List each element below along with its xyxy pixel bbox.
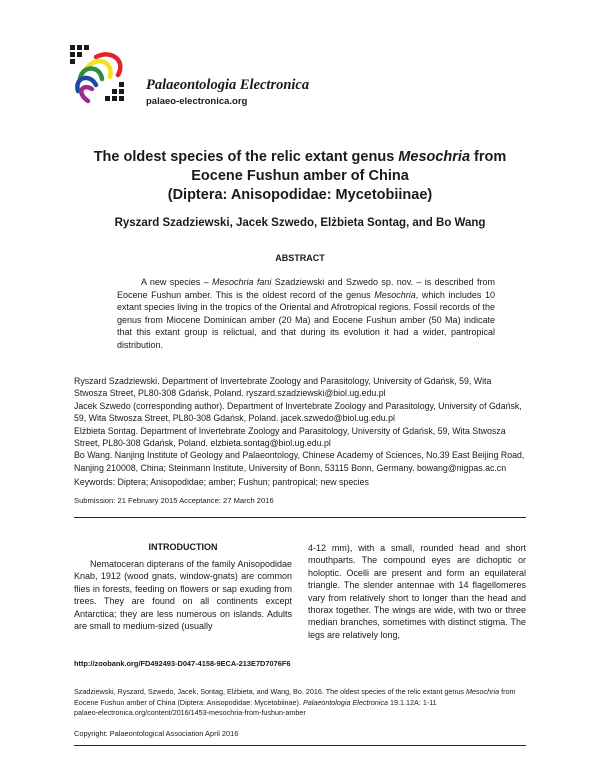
footer-divider [74,745,526,746]
affiliation-szadziewski: Ryszard Szadziewski. Department of Invertebrate Zoology and Parasitology, University of Gdańsk, 59, Wita Stwosza Street, PL80-308 Gdańsk, Poland. ryszard.szadziewski@biol.ug.edu.pl [74,376,492,399]
section-divider [74,517,526,518]
affiliation-sontag: Elżbieta Sontag. Department of Invertebrate Zoology and Parasitology, University of Gdańsk, 59, Wita Stwosza Street, PL80-308 Gdańsk, Poland. elzbieta.sontag@biol.ug.edu.pl [74,425,506,449]
citation [74,687,526,719]
journal-name: Palaeontologia Electronica [146,77,310,93]
title-line-2: Eocene Fushun amber of China [191,168,409,184]
title-post: from [470,149,507,165]
abstract-part-3: , which includes 10 extant species living in the tropics of the Oriental and Afrotropical regions. Fossil records of the genus from Miocene Dominican amber (20 Ma) and Eocene Fushun amber (50 Ma) indicate that this extant group is relictual, and that during its evolution it had a wider, pantropical distribution. [117,289,495,350]
abstract-part-2: Szadziewski and Szwedo sp. nov. – is described from Eocene Fushun amber. This is the oldest record of the genus [117,277,495,300]
keywords: Keywords: Diptera; Anisopodidae; amber; Fushun; pantropical; new species [74,477,369,487]
affiliations [74,375,526,474]
citation-part-2: from Eocene Fushun amber of China (Diptera: Anisopodidae: Mycetobiinae). [74,687,516,707]
title-pre: The oldest species of the relic extant genus [93,149,399,165]
citation-journal: Palaeontologia Electronica [302,697,389,707]
citation-url[interactable]: palaeo-electronica.org/content/2016/1453-mesochria-from-fushun-amber [74,708,306,718]
journal-url[interactable]: palaeo-electronica.org [146,96,248,107]
introduction-column-left: Nematoceran dipterans of the family Anisopodidae Knab, 1912 (wood gnats, window-gnats) are common flies in forests, feeding on flowers or sap exuding from trees. They are found on all continents except Antarctica; they are less numerous on islands. Adults are small to medium-sized (usually [74,559,292,632]
submission-dates: Submission: 21 February 2015 Acceptance: 27 March 2016 [74,496,274,505]
article-title [60,148,540,205]
citation-part-3: 19.1.12A: 1-11 [388,697,437,707]
abstract-species: Mesochria fani [211,277,272,287]
title-line-1 [60,148,540,167]
introduction-column-right: 4-12 mm), with a small, rounded head and short mouthparts. The compound eyes are dichoptic or holoptic. Ocelli are present and form an equilateral triangle. The slender antennae with 14 flagellomeres vary from relatively short to longer than the head and thorax together. The wings are wide, with two or three median branches, sometimes with distinct stigma. The legs are relatively long, [308,543,526,640]
journal-logo [66,43,132,109]
abstract-part-1: A new species – [141,277,212,287]
introduction-heading: INTRODUCTION [148,542,218,552]
abstract-heading: ABSTRACT [275,253,325,263]
abstract-genus: Mesochria [374,289,416,300]
copyright-notice: Copyright: Palaeontological Association April 2016 [74,729,239,738]
title-genus: Mesochria [398,149,471,165]
author-list: Ryszard Szadziewski, Jacek Szwedo, Elżbieta Sontag, and Bo Wang [114,217,486,229]
zoobank-link[interactable]: http://zoobank.org/FD492493-D047-4158-9ECA-213E7D7076F6 [74,659,291,668]
affiliation-wang: Bo Wang. Nanjing Institute of Geology and Palaeontology, Chinese Academy of Sciences, No.39 East Beijing Road, Nanjing 210008, China; Steinmann Institute, University of Bonn, 53115 Bonn, Germany. bowang@nigpas.ac.cn [74,450,525,473]
citation-part-1: Szadziewski, Ryszard, Szwedo, Jacek, Sontag, Elżbieta, and Wang, Bo. 2016. The oldest species of the relic extant genus [74,687,466,696]
citation-genus: Mesochria [465,687,500,696]
abstract-text [117,276,495,352]
affiliation-szwedo: Jacek Szwedo (corresponding author). Department of Invertebrate Zoology and Parasitology, University of Gdańsk, 59, Wita Stwosza Street, PL80-308 Gdańsk, Poland. jacek.szwedo@biol.ug.edu.pl [74,400,522,424]
title-line-3: (Diptera: Anisopodidae: Mycetobiinae) [167,187,433,203]
logo-swirls [77,54,120,101]
